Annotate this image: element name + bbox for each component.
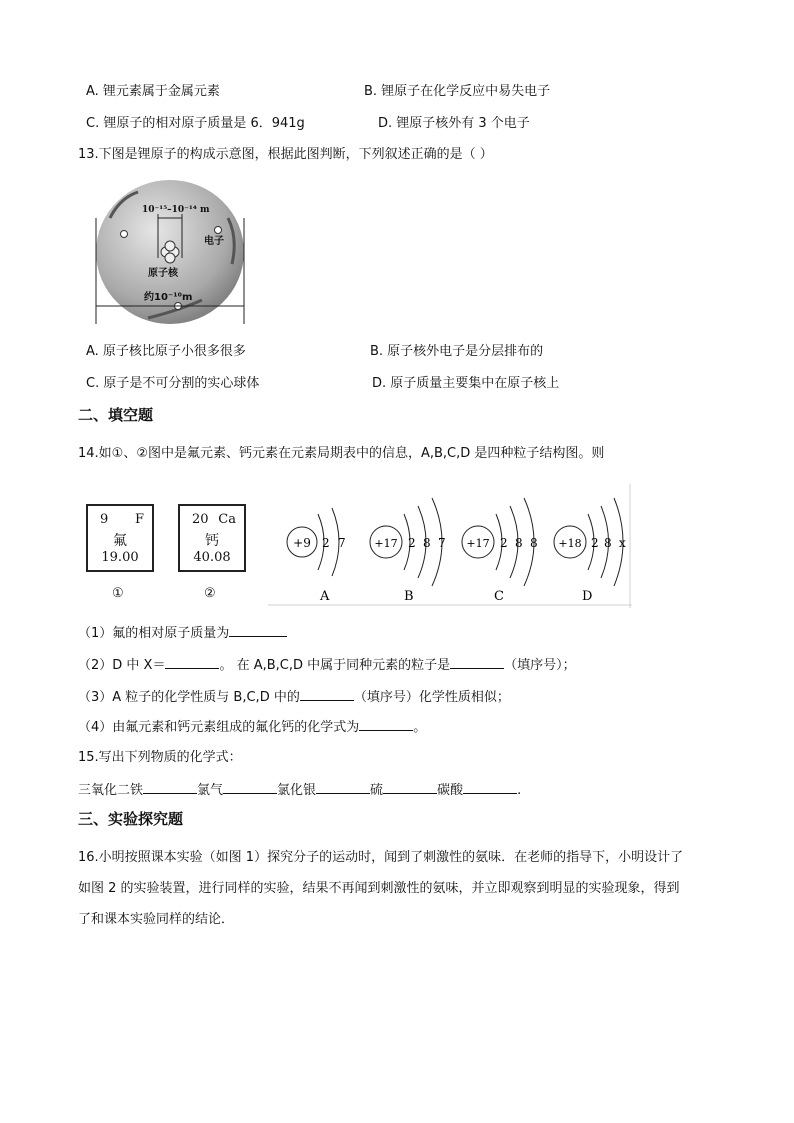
- q14-sub3-text-a: （3）A 粒子的化学性质与 B,C,D 中的: [78, 690, 300, 705]
- svg-text:8: 8: [530, 536, 538, 550]
- q16-line-2: 如图 2 的实验装置，进行同样的实验，结果不再闻到刺激性的氨味，并立即观察到明显的实验现象，得到: [78, 881, 680, 896]
- svg-text:8: 8: [515, 536, 523, 550]
- q15-item: 三氧化二铁: [78, 783, 144, 798]
- element-symbol: Ca: [218, 512, 236, 527]
- svg-text:+18: +18: [558, 537, 582, 550]
- answer-blank[interactable]: [143, 781, 197, 794]
- svg-text:2: 2: [500, 536, 508, 550]
- q12-option-c: C. 锂原子的相对原子质量是 6．941g: [86, 116, 305, 131]
- answer-blank[interactable]: [316, 781, 370, 794]
- q14-sub4-text-b: 。: [413, 720, 427, 735]
- electron-label: 电子: [204, 236, 224, 247]
- element-label-1: ①: [112, 586, 124, 601]
- q13-option-c: C. 原子是不可分割的实心球体: [86, 376, 260, 391]
- q14-figure: [78, 484, 632, 608]
- svg-text:A: A: [320, 589, 330, 604]
- q14-sub2-text-b: 。 在 A,B,C,D 中属于同种元素的粒子是: [219, 658, 451, 673]
- q14-sub4: [78, 718, 426, 736]
- element-card-calcium: [178, 504, 246, 572]
- q13-option-d: D. 原子质量主要集中在原子核上: [372, 376, 560, 391]
- q15-item: 氯气: [197, 783, 224, 798]
- svg-text:x: x: [619, 536, 626, 550]
- particle-a: [287, 508, 346, 604]
- q14-sub2: [78, 656, 576, 674]
- q12-option-a: A. 锂元素属于金属元素: [86, 84, 220, 99]
- q14-sub4-text-a: （4）由氟元素和钙元素组成的氟化钙的化学式为: [78, 720, 360, 735]
- nucleus-label: 原子核: [148, 268, 178, 279]
- answer-blank[interactable]: [229, 624, 287, 637]
- svg-text:2: 2: [408, 536, 416, 550]
- svg-text:7: 7: [338, 536, 346, 550]
- lithium-atom-figure: [90, 178, 250, 326]
- svg-text:7: 7: [438, 536, 446, 550]
- nucleus-size-label: 10⁻¹⁵–10⁻¹⁴ m: [142, 205, 210, 215]
- q15-item: 碳酸: [437, 783, 464, 798]
- answer-blank[interactable]: [359, 718, 413, 731]
- atomic-mass: 19.00: [101, 550, 139, 565]
- q14-stem: 14.如①、②图中是氟元素、钙元素在元素局期表中的信息，A,B,C,D 是四种粒子结构图。则: [78, 446, 605, 461]
- section-experiment-title: 三、实验探究题: [78, 810, 184, 828]
- q15-item: 硫: [370, 783, 384, 798]
- atomic-mass: 40.08: [193, 550, 231, 565]
- q13-option-b: B. 原子核外电子是分层排布的: [370, 344, 544, 359]
- q16-line-3: 了和课本实验同样的结论．: [78, 912, 235, 927]
- q14-sub2-text-c: （填序号）；: [504, 658, 576, 673]
- particle-c: [462, 498, 538, 604]
- svg-text:C: C: [494, 589, 504, 604]
- q14-sub3: [78, 688, 510, 706]
- svg-text:8: 8: [604, 536, 612, 550]
- element-name: 钙: [205, 533, 219, 549]
- q15-end: .: [517, 783, 522, 798]
- answer-blank[interactable]: [165, 656, 219, 669]
- q15-stem: 15.写出下列物质的化学式：: [78, 750, 242, 765]
- atomic-number: 20: [192, 512, 209, 527]
- svg-text:+9: +9: [293, 536, 311, 550]
- svg-text:D: D: [582, 589, 593, 604]
- element-name: 氟: [113, 533, 127, 549]
- q15-answers: [78, 781, 521, 799]
- answer-blank[interactable]: [450, 656, 504, 669]
- q13-option-a: A. 原子核比原子小很多很多: [86, 344, 246, 359]
- element-card-fluorine: [86, 504, 154, 572]
- q15-item: 氯化银: [277, 783, 317, 798]
- svg-text:8: 8: [423, 536, 431, 550]
- answer-blank[interactable]: [383, 781, 437, 794]
- answer-blank[interactable]: [223, 781, 277, 794]
- atomic-number: 9: [100, 512, 109, 527]
- answer-blank[interactable]: [300, 688, 354, 701]
- q14-sub1-text: （1）氟的相对原子质量为: [78, 626, 230, 641]
- q13-stem: 13.下图是锂原子的构成示意图，根据此图判断，下列叙述正确的是（ ）: [78, 147, 493, 162]
- q14-sub1: [78, 624, 287, 642]
- svg-text:2: 2: [591, 536, 599, 550]
- q12-option-d: D. 锂原子核外有 3 个电子: [378, 116, 530, 131]
- particle-d: [554, 498, 626, 604]
- svg-text:+17: +17: [374, 537, 398, 550]
- q14-sub3-text-b: （填序号）化学性质相似；: [353, 690, 510, 705]
- atom-size-label: 约10⁻¹⁰m: [144, 292, 193, 303]
- svg-text:+17: +17: [466, 537, 490, 550]
- svg-text:2: 2: [322, 536, 330, 550]
- section-fill-in-title: 二、填空题: [78, 406, 154, 424]
- q14-sub2-text-a: （2）D 中 X＝: [78, 658, 166, 673]
- particle-b: [370, 498, 446, 604]
- svg-text:B: B: [404, 589, 414, 604]
- q12-option-b: B. 锂原子在化学反应中易失电子: [364, 84, 551, 99]
- q16-line-1: 16.小明按照课本实验（如图 1）探究分子的运动时，闻到了刺激性的氨味．在老师的指导下，小明设计了: [78, 850, 684, 865]
- element-symbol: F: [134, 512, 144, 527]
- element-label-2: ②: [204, 586, 216, 601]
- answer-blank[interactable]: [463, 781, 517, 794]
